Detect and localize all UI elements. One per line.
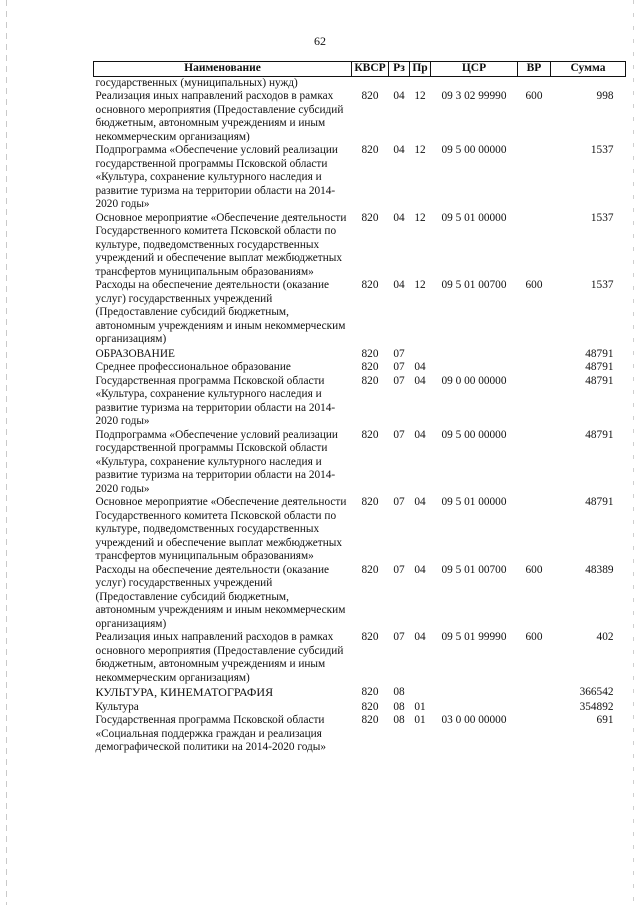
row-kvsr: 820 [361, 279, 379, 291]
table-row [94, 375, 626, 429]
row-name: Реализация иных направлений расходов в рамках основного мероприятия (Предоставление субсидий бюджетным, автономным учреждениям и иным некоммерческим организациям) [95, 90, 344, 143]
row-kvsr: 820 [361, 144, 379, 156]
row-pr: 04 [414, 563, 426, 576]
row-vr [518, 144, 551, 212]
row-csr: 09 0 00 00000 [441, 374, 507, 387]
row-vr [518, 361, 551, 375]
row-sum: 354892 [579, 700, 614, 713]
row-sum: 48389 [585, 563, 614, 576]
row-vr: 600 [525, 563, 543, 576]
header-name: Наименование [94, 62, 352, 77]
row-vr [518, 700, 551, 715]
row-name: Расходы на обеспечение деятельности (оказание услуг) государственных учреждений (Предоставление субсидий бюджетным, автономным учреждениям и иным некоммерческим организациям) [95, 563, 346, 630]
table-row [94, 279, 626, 347]
row-rz: 07 [393, 347, 405, 360]
header-kvsr: КВСР [352, 62, 389, 77]
row-name: Основное мероприятие «Обеспечение деятельности Государственного комитета Псковской области по культуре, подведомственных государственных учреждений и обеспечение выплат межбюджетных трансфертов муниципальным образованиям» [95, 496, 347, 562]
row-rz: 07 [393, 428, 405, 441]
row-rz: 04 [393, 279, 405, 291]
row-name: государственных (муниципальных) нужд) [95, 76, 298, 89]
row-name: Основное мероприятие «Обеспечение деятельности Государственного комитета Псковской области по культуре, подведомственных государственных учреждений и обеспечение выплат межбюджетных трансфертов муниципальным образованиям» [95, 211, 347, 278]
row-rz [389, 76, 410, 90]
table-row [94, 700, 626, 715]
row-sum [551, 76, 626, 90]
row-vr [518, 76, 551, 90]
row-pr: 12 [414, 144, 426, 156]
row-vr [518, 685, 551, 700]
page-number: 62 [314, 34, 326, 48]
table-body [94, 76, 626, 755]
row-vr [518, 375, 551, 429]
row-name: Государственная программа Псковской области «Культура, сохранение культурного наследия и развитие туризма на территории области на 2014-2020 годы» [95, 374, 336, 427]
row-sum: 691 [596, 714, 614, 726]
row-kvsr: 820 [361, 700, 379, 713]
row-rz: 07 [393, 374, 405, 387]
row-sum: 48791 [585, 428, 614, 441]
row-pr: 12 [414, 90, 426, 102]
table-row [94, 496, 626, 564]
header-vr: ВР [518, 62, 551, 77]
row-kvsr: 820 [361, 211, 379, 224]
table-row [94, 429, 626, 497]
row-csr [431, 700, 518, 715]
header-rz: Рз [389, 62, 410, 77]
row-csr: 09 5 00 00000 [441, 428, 507, 441]
row-name: Культура [95, 700, 139, 713]
table-row [94, 76, 626, 90]
row-kvsr [352, 76, 389, 90]
row-rz: 07 [393, 631, 405, 643]
row-sum: 1537 [590, 211, 614, 224]
row-name: Подпрограмма «Обеспечение условий реализации государственной программы Псковской области «Культура, сохранение культурного наследия и развитие туризма на территории области на 2014-2020 годы» [95, 144, 338, 210]
row-rz: 08 [393, 686, 405, 698]
row-csr [431, 361, 518, 375]
row-kvsr: 820 [361, 714, 379, 726]
budget-table [93, 61, 626, 755]
row-name: Среднее профессиональное образование [95, 361, 291, 373]
row-name: Государственная программа Псковской области «Социальная поддержка граждан и реализация демографической политики на 2014-2020 годы» [95, 714, 327, 753]
row-rz: 08 [393, 700, 405, 713]
row-pr: 01 [414, 714, 426, 726]
row-rz: 07 [393, 361, 405, 373]
scan-edge-right [633, 0, 634, 905]
row-kvsr: 820 [361, 563, 379, 576]
row-pr: 04 [414, 374, 426, 387]
row-csr: 09 5 01 00000 [441, 211, 507, 224]
row-rz: 04 [393, 144, 405, 156]
row-kvsr: 820 [361, 428, 379, 441]
row-vr: 600 [525, 90, 543, 102]
row-name: КУЛЬТУРА, КИНЕМАТОГРАФИЯ [95, 685, 274, 699]
row-csr: 09 5 01 99990 [441, 631, 507, 643]
row-pr: 04 [414, 496, 426, 508]
row-pr: 12 [414, 279, 426, 291]
row-pr: 01 [414, 700, 426, 713]
row-vr [518, 347, 551, 362]
row-csr: 09 5 00 00000 [441, 144, 507, 156]
table-row [94, 347, 626, 362]
row-sum: 48791 [585, 374, 614, 387]
row-pr [410, 76, 431, 90]
row-kvsr: 820 [361, 374, 379, 387]
row-vr: 600 [525, 279, 543, 291]
row-pr: 12 [414, 211, 426, 224]
row-name: Реализация иных направлений расходов в рамках основного мероприятия (Предоставление субсидий бюджетным, автономным учреждениям и иным некоммерческим организациям) [95, 631, 344, 684]
row-kvsr: 820 [361, 347, 379, 360]
row-vr [518, 212, 551, 280]
row-csr: 09 5 01 00700 [441, 279, 507, 291]
row-rz: 04 [393, 90, 405, 102]
row-kvsr: 820 [361, 686, 379, 698]
row-vr [518, 496, 551, 564]
header-sum: Сумма [551, 62, 626, 77]
row-pr: 04 [414, 428, 426, 441]
row-pr: 04 [414, 361, 426, 373]
table-row [94, 685, 626, 700]
row-name: ОБРАЗОВАНИЕ [95, 347, 175, 360]
row-sum: 402 [596, 631, 614, 643]
row-kvsr: 820 [361, 496, 379, 508]
row-sum: 998 [596, 90, 614, 102]
row-rz: 07 [393, 496, 405, 508]
row-sum: 48791 [585, 361, 614, 373]
table-row [94, 361, 626, 375]
table-row [94, 564, 626, 632]
row-sum: 48791 [585, 347, 614, 360]
row-vr: 600 [525, 631, 543, 643]
row-pr [410, 347, 431, 362]
row-pr [410, 685, 431, 700]
scan-edge-left [6, 0, 7, 905]
row-sum: 366542 [579, 686, 614, 698]
row-csr [431, 76, 518, 90]
row-rz: 04 [393, 211, 405, 224]
table-header-row [94, 62, 626, 77]
header-csr: ЦСР [431, 62, 518, 77]
row-pr: 04 [414, 631, 426, 643]
row-sum: 1537 [590, 144, 614, 156]
row-csr: 09 5 01 00000 [441, 496, 507, 508]
table-row [94, 144, 626, 212]
table-row [94, 90, 626, 144]
row-vr [518, 429, 551, 497]
table-row [94, 212, 626, 280]
row-csr: 09 3 02 99990 [441, 90, 507, 102]
row-rz: 07 [393, 563, 405, 576]
header-pr: Пр [410, 62, 431, 77]
row-name: Расходы на обеспечение деятельности (оказание услуг) государственных учреждений (Предоставление субсидий бюджетным, автономным учреждениям и иным некоммерческим организациям) [95, 279, 346, 345]
row-kvsr: 820 [361, 361, 379, 373]
table-row [94, 631, 626, 685]
row-csr [431, 685, 518, 700]
row-kvsr: 820 [361, 90, 379, 102]
row-sum: 48791 [585, 496, 614, 508]
row-vr [518, 714, 551, 755]
row-csr: 09 5 01 00700 [441, 563, 507, 576]
row-kvsr: 820 [361, 631, 379, 643]
row-sum: 1537 [590, 279, 614, 291]
row-name: Подпрограмма «Обеспечение условий реализации государственной программы Псковской области «Культура, сохранение культурного наследия и развитие туризма на территории области на 2014-2020 годы» [95, 428, 338, 495]
table-row [94, 714, 626, 755]
row-csr [431, 347, 518, 362]
row-rz: 08 [393, 714, 405, 726]
row-csr: 03 0 00 00000 [441, 714, 507, 726]
